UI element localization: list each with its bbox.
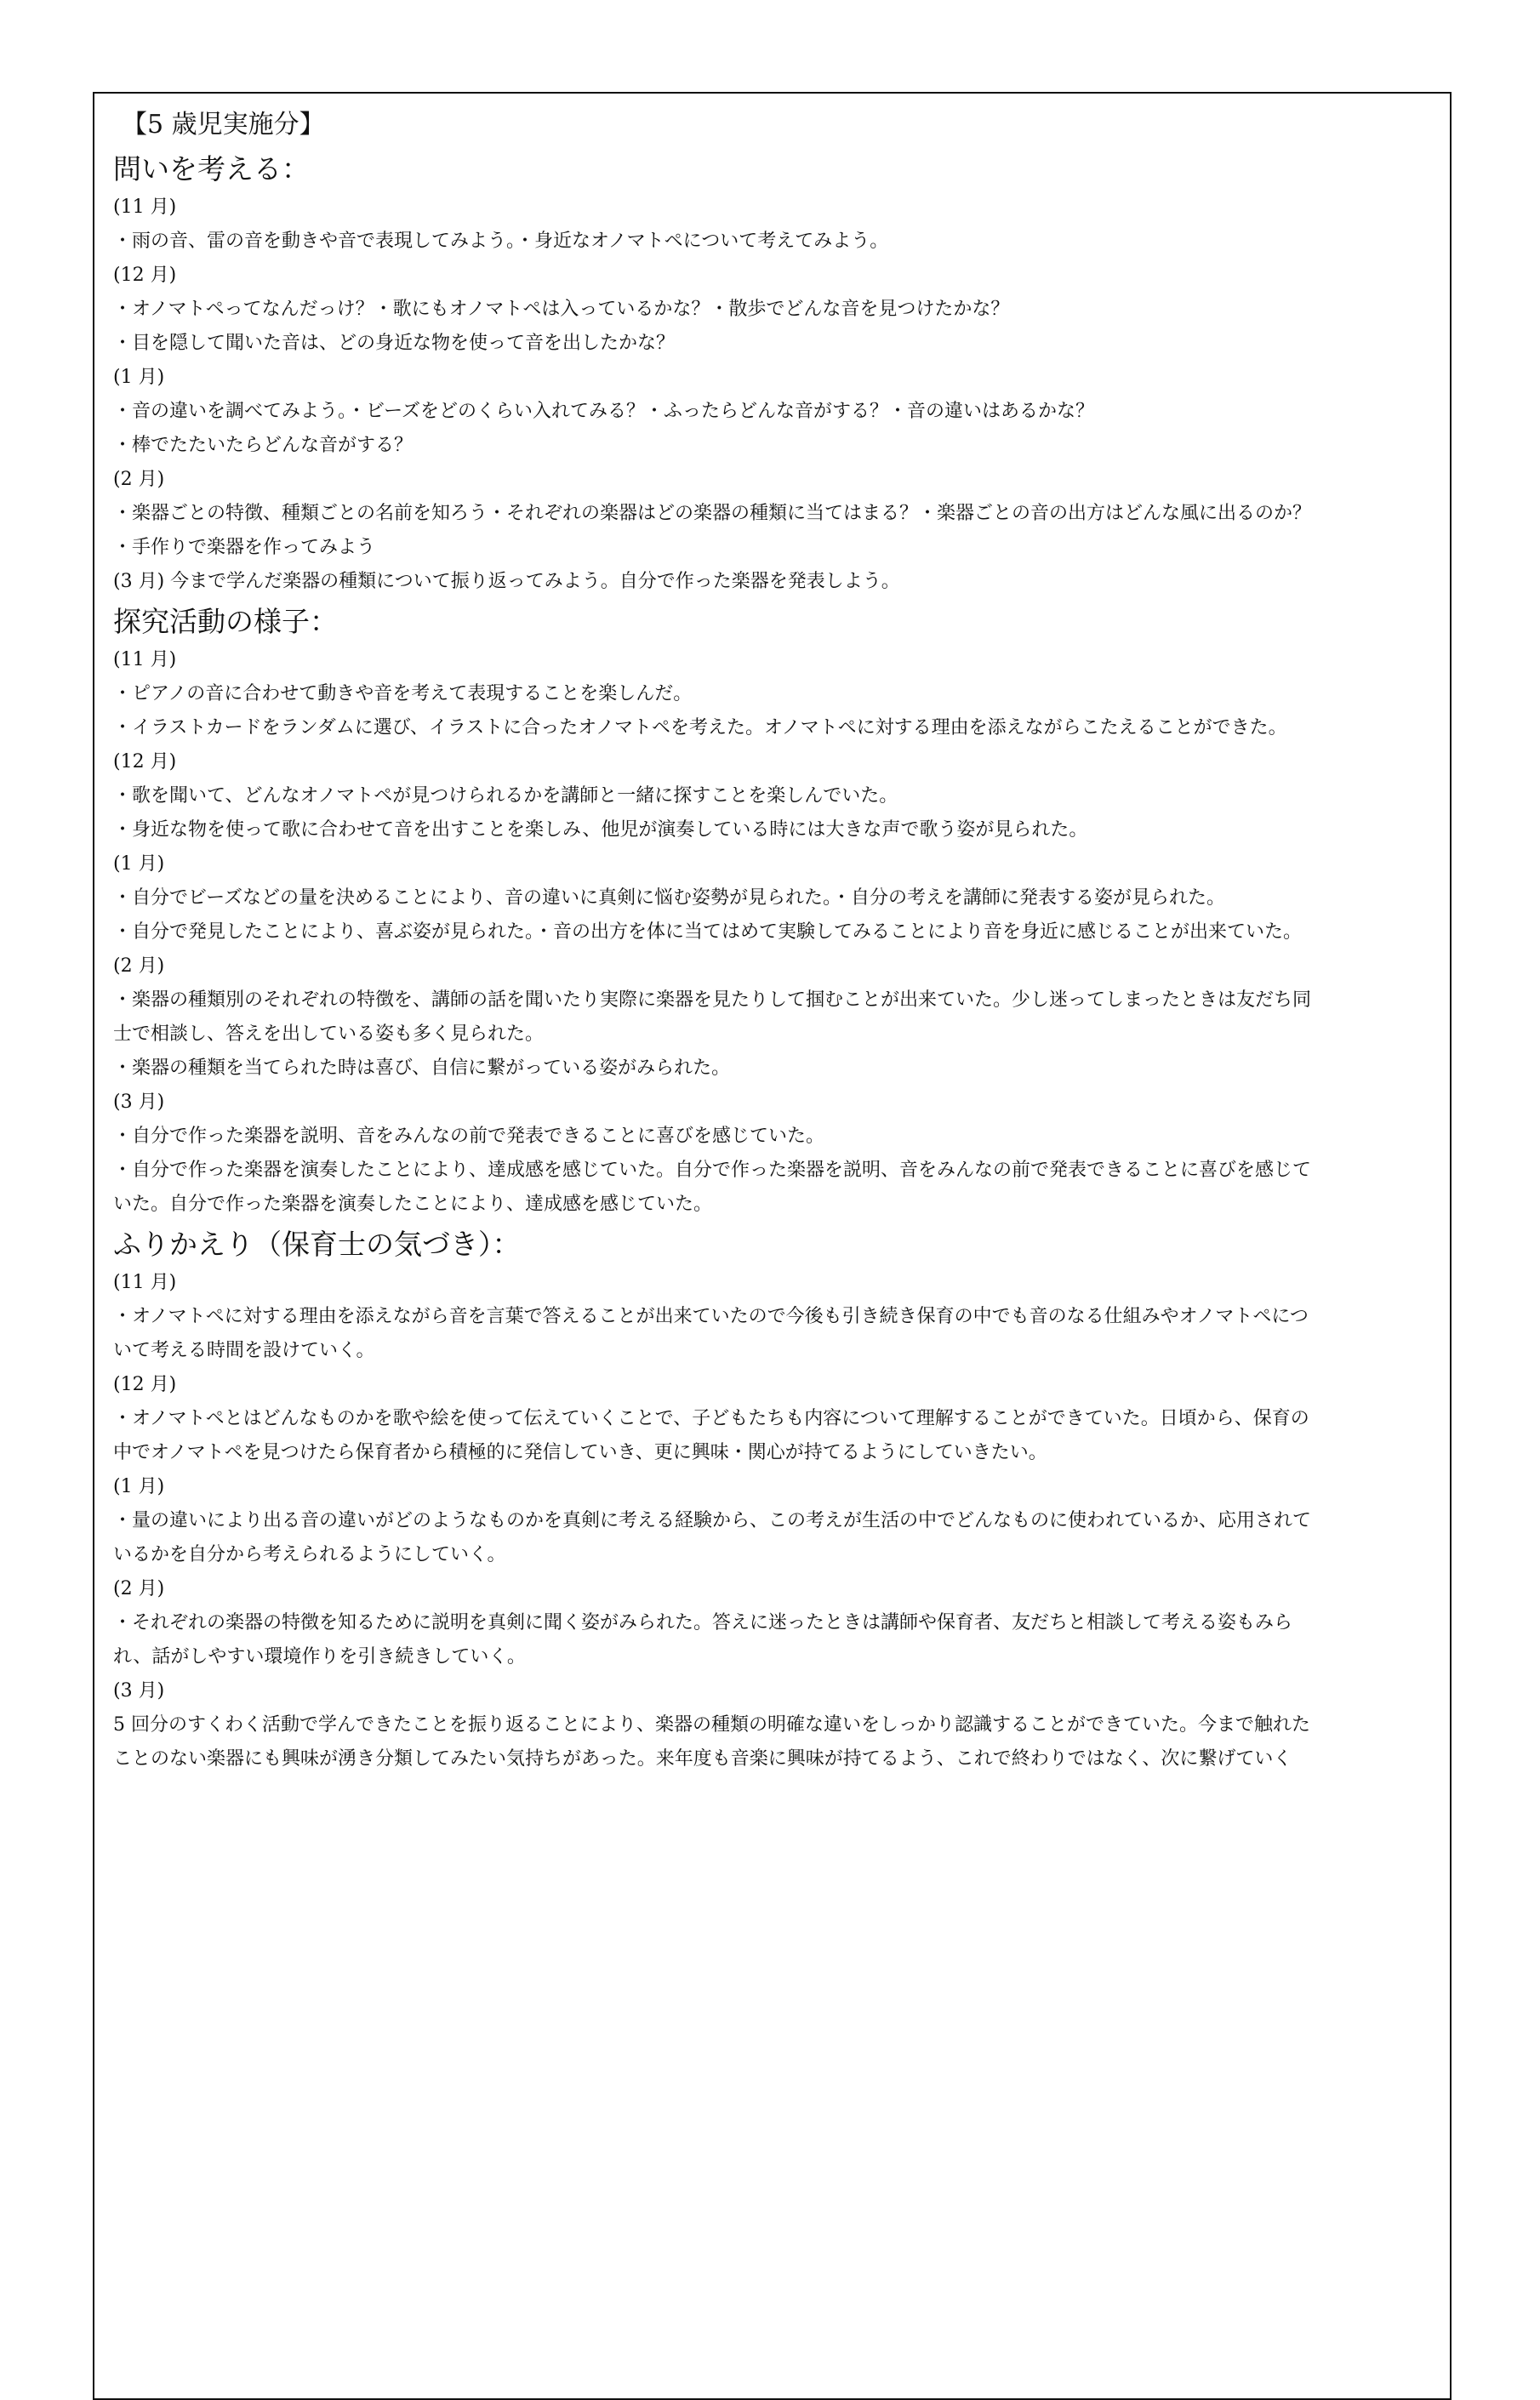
text-line: 士で相談し、答えを出している姿も多く見られた。	[113, 1023, 545, 1045]
month-label: (2 月)	[113, 955, 165, 977]
text-line: 5 回分のすくわく活動で学んできたことを振り返ることにより、楽器の種類の明確な違いをしっかり認識することができていた。今まで触れた	[113, 1714, 1310, 1736]
text-line: ・ピアノの音に合わせて動きや音を考えて表現することを楽しんだ。	[113, 683, 693, 704]
text-line: ・オノマトペに対する理由を添えながら音を言葉で答えることが出来ていたので今後も引き続き保育の中でも音のなる仕組みやオノマトペにつ	[113, 1306, 1309, 1327]
text-line: ・身近な物を使って歌に合わせて音を出すことを楽しみ、他児が演奏している時には大きな声で歌う姿が見られた。	[113, 819, 1088, 841]
month-label: (1 月)	[113, 853, 165, 875]
month-label: (12 月)	[113, 1374, 177, 1395]
month-label: (11 月)	[113, 197, 177, 218]
text-line: (3 月) 今まで学んだ楽器の種類について振り返ってみよう。自分で作った楽器を発表しよう。	[113, 571, 900, 592]
text-line: ・自分で発見したことにより、喜ぶ姿が見られた。・音の出方を体に当てはめて実験してみることにより音を身近に感じることが出来ていた。	[113, 921, 1303, 943]
text-line: ・楽器の種類別のそれぞれの特徴を、講師の話を聞いたり実際に楽器を見たりして掴むことが出来ていた。少し迷ってしまったときは友だち同	[113, 989, 1312, 1011]
text-line: ・自分でビーズなどの量を決めることにより、音の違いに真剣に悩む姿勢が見られた。・自分の考えを講師に発表する姿が見られた。	[113, 887, 1226, 909]
month-label: (12 月)	[113, 265, 177, 286]
text-line: ・イラストカードをランダムに選び、イラストに合ったオノマトペを考えた。オノマトペに対する理由を添えながらこたえることができた。	[113, 717, 1287, 738]
text-line: ・オノマトペとはどんなものかを歌や絵を使って伝えていくことで、子どもたちも内容について理解することができていた。日頃から、保育の	[113, 1408, 1309, 1429]
month-label: (3 月)	[113, 1680, 165, 1702]
text-line: ことのない楽器にも興味が湧き分類してみたい気持ちがあった。来年度も音楽に興味が持てるよう、これで終わりではなく、次に繋げていく	[113, 1748, 1292, 1770]
month-label: (12 月)	[113, 751, 177, 772]
text-line: ・手作りで楽器を作ってみよう	[113, 537, 376, 558]
text-line: ・量の違いにより出る音の違いがどのようなものかを真剣に考える経験から、この考えが生活の中でどんなものに使われているか、応用されて	[113, 1510, 1312, 1531]
text-line: ・目を隠して聞いた音は、どの身近な物を使って音を出したかな？	[113, 333, 676, 354]
text-line: ・楽器ごとの特徴、種類ごとの名前を知ろう・それぞれの楽器はどの楽器の種類に当てはまる？・楽器ごとの音の出方はどんな風に出るのか？	[113, 503, 1312, 524]
text-line: ・自分で作った楽器を演奏したことにより、達成感を感じていた。自分で作った楽器を説明、音をみんなの前で発表できることに喜びを感じて	[113, 1160, 1312, 1181]
month-label: (2 月)	[113, 469, 165, 490]
section-heading: 問いを考える：	[113, 152, 310, 185]
text-line: ・歌を聞いて、どんなオノマトペが見つけられるかを講師と一緒に探すことを楽しんでいた。	[113, 785, 898, 807]
text-line: 中でオノマトペを見つけたら保育者から積極的に発信していき、更に興味・関心が持てるようにしていきたい。	[113, 1442, 1047, 1463]
month-label: (11 月)	[113, 1272, 177, 1293]
month-label: (2 月)	[113, 1578, 165, 1599]
text-line: ・雨の音、雷の音を動きや音で表現してみよう。・身近なオノマトペについて考えてみよう。	[113, 231, 889, 252]
month-label: (3 月)	[113, 1092, 165, 1113]
text-line: ・棒でたたいたらどんな音がする？	[113, 435, 414, 456]
section-heading: 探究活動の様子：	[113, 605, 338, 638]
report-content	[113, 104, 1433, 1776]
month-label: (11 月)	[113, 649, 177, 670]
report-frame	[93, 92, 1452, 2400]
text-line: ・それぞれの楽器の特徴を知るために説明を真剣に聞く姿がみられた。答えに迷ったときは講師や保育者、友だちと相談して考える姿もみら	[113, 1612, 1293, 1633]
report-title: 【5 歳児実施分】	[122, 110, 325, 140]
section-heading: ふりかえり（保育士の気づき）：	[113, 1228, 521, 1261]
text-line: ・楽器の種類を当てられた時は喜び、自信に繋がっている姿がみられた。	[113, 1057, 731, 1079]
text-line: いた。自分で作った楽器を演奏したことにより、達成感を感じていた。	[113, 1194, 713, 1215]
text-line: ・音の違いを調べてみよう。・ビーズをどのくらい入れてみる？・ふったらどんな音がする？・音の違いはあるかな？	[113, 401, 1095, 422]
text-line: ・自分で作った楽器を説明、音をみんなの前で発表できることに喜びを感じていた。	[113, 1126, 825, 1147]
month-label: (1 月)	[113, 1476, 165, 1497]
text-line: れ、話がしやすい環境作りを引き続きしていく。	[113, 1646, 526, 1667]
text-line: ・オノマトペってなんだっけ？・歌にもオノマトペは入っているかな？・散歩でどんな音を見つけたかな？	[113, 299, 1010, 320]
text-line: いて考える時間を設けていく。	[113, 1340, 375, 1361]
month-label: (1 月)	[113, 367, 165, 388]
text-line: いるかを自分から考えられるようにしていく。	[113, 1544, 506, 1565]
